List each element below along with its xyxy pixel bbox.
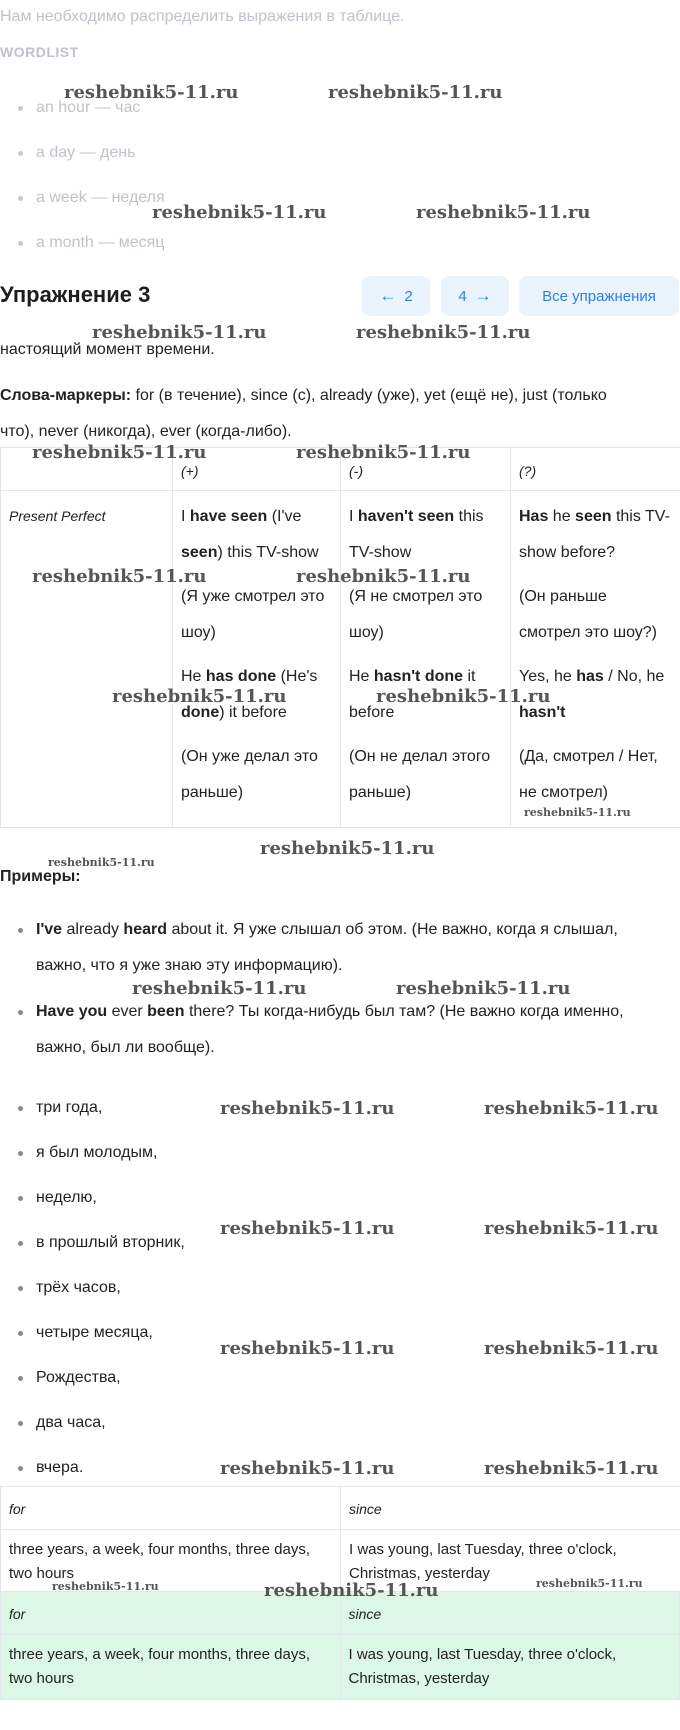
table-cell: three years, a week, four months, three days, two hours [1, 1635, 341, 1700]
row-label: Present Perfect [9, 508, 106, 524]
watermark: reshebnik5-11.ru [64, 82, 239, 103]
watermark: reshebnik5-11.ru [264, 1580, 439, 1601]
watermark: reshebnik5-11.ru [132, 978, 307, 999]
list-item: в прошлый вторник, [0, 1225, 185, 1270]
grammar-table [0, 447, 680, 828]
next-exercise-button[interactable] [441, 276, 509, 316]
wordlist [0, 90, 165, 270]
list-item: вчера. [0, 1450, 185, 1495]
watermark: reshebnik5-11.ru [416, 202, 591, 223]
watermark: reshebnik5-11.ru [32, 442, 207, 463]
watermark: reshebnik5-11.ru [356, 322, 531, 343]
examples-list [0, 912, 660, 1076]
watermark: reshebnik5-11.ru [484, 1218, 659, 1239]
watermark: reshebnik5-11.ru [536, 1577, 643, 1590]
watermark: reshebnik5-11.ru [52, 1580, 159, 1593]
table-header-row [1, 1592, 680, 1635]
list-item: I've already heard about it. Я уже слышал об этом. (Не важно, когда я слышал, важно, что я уже знаю эту информацию). [0, 912, 660, 984]
prev-exercise-label: 2 [404, 287, 413, 305]
watermark: reshebnik5-11.ru [484, 1458, 659, 1479]
table-row [1, 1635, 680, 1700]
table-header-row [1, 1487, 680, 1530]
watermark: reshebnik5-11.ru [396, 978, 571, 999]
markers-paragraph [0, 378, 640, 450]
watermark: reshebnik5-11.ru [220, 1098, 395, 1119]
exercise-title: Упражнение 3 [0, 282, 151, 307]
table-header-cell: since [340, 1592, 680, 1635]
answer-table [0, 1486, 680, 1595]
table-cell: I was young, last Tuesday, three o'clock, Christmas, yesterday [340, 1635, 680, 1700]
table-cell: I have seen (I've seen) this TV-show (Я уже смотрел это шоу) He has done (He's done) it before (Он уже делал это раньше) [173, 491, 341, 828]
list-item: a month — месяц [0, 225, 165, 270]
list-item: Рождества, [0, 1360, 185, 1405]
table-row [1, 491, 680, 828]
list-item: an hour — час [0, 90, 165, 135]
all-exercises-button[interactable] [519, 276, 679, 316]
intro-text: Нам необходимо распределить выражения в таблице. [0, 8, 405, 25]
list-item: неделю, [0, 1180, 185, 1225]
list-item: четыре месяца, [0, 1315, 185, 1360]
table-cell: I was young, last Tuesday, three o'clock, Christmas, yesterday [341, 1530, 680, 1595]
watermark: reshebnik5-11.ru [328, 82, 503, 103]
answer-table-highlighted [0, 1591, 680, 1700]
watermark: reshebnik5-11.ru [92, 322, 267, 343]
list-item: три года, [0, 1090, 185, 1135]
watermark: reshebnik5-11.ru [220, 1338, 395, 1359]
watermark: reshebnik5-11.ru [48, 856, 155, 869]
table-header-cell: since [341, 1487, 680, 1530]
table-cell: Has he seen this TV-show before? (Он раньше смотрел это шоу?) Yes, he has / No, he hasn't (Да, смотрел / Нет, не смотрел) [511, 491, 680, 828]
table-header-cell: (-) [341, 448, 511, 491]
watermark: reshebnik5-11.ru [260, 838, 435, 859]
next-exercise-label: 4 [458, 287, 467, 305]
watermark: reshebnik5-11.ru [484, 1098, 659, 1119]
watermark: reshebnik5-11.ru [484, 1338, 659, 1359]
markers-text: for (в течение), since (с), already (уже), yet (ещё не), just (только что), never (никогда), ever (когда-либо). [0, 387, 607, 440]
table-cell: I haven't seen this TV-show (Я не смотрел это шоу) He hasn't done it before (Он не делал этого раньше) [341, 491, 511, 828]
paragraph: настоящий момент времени. [0, 341, 215, 358]
prev-exercise-button[interactable] [362, 276, 430, 316]
arrow-right-icon: → [474, 286, 492, 305]
watermark: reshebnik5-11.ru [376, 686, 551, 707]
list-item: трёх часов, [0, 1270, 185, 1315]
watermark: reshebnik5-11.ru [220, 1218, 395, 1239]
list-item: я был молодым, [0, 1135, 185, 1180]
phrases-list [0, 1090, 185, 1495]
list-item: Have you ever been there? Ты когда-нибудь был там? (Не важно когда именно, важно, был ли вообще). [0, 994, 660, 1066]
watermark: reshebnik5-11.ru [112, 686, 287, 707]
arrow-left-icon: ← [379, 286, 397, 305]
watermark: reshebnik5-11.ru [296, 566, 471, 587]
list-item: a week — неделя [0, 180, 165, 225]
markers-label: Слова-маркеры: [0, 387, 132, 404]
table-cell: three years, a week, four months, three days, two hours [1, 1530, 341, 1595]
table-header-cell [1, 448, 173, 491]
watermark: reshebnik5-11.ru [220, 1458, 395, 1479]
watermark: reshebnik5-11.ru [152, 202, 327, 223]
list-item: два часа, [0, 1405, 185, 1450]
all-exercises-label: Все упражнения [542, 287, 656, 305]
table-header-row [1, 448, 680, 491]
table-header-cell: for [1, 1487, 341, 1530]
table-header-cell: (+) [173, 448, 341, 491]
table-header-cell: (?) [511, 448, 680, 491]
watermark: reshebnik5-11.ru [524, 806, 631, 819]
table-header-cell: for [1, 1592, 341, 1635]
wordlist-title: WORDLIST [0, 44, 79, 60]
table-row [1, 1530, 680, 1595]
examples-title: Примеры: [0, 868, 81, 885]
watermark: reshebnik5-11.ru [296, 442, 471, 463]
table-cell [1, 491, 173, 828]
watermark: reshebnik5-11.ru [32, 566, 207, 587]
list-item: a day — день [0, 135, 165, 180]
